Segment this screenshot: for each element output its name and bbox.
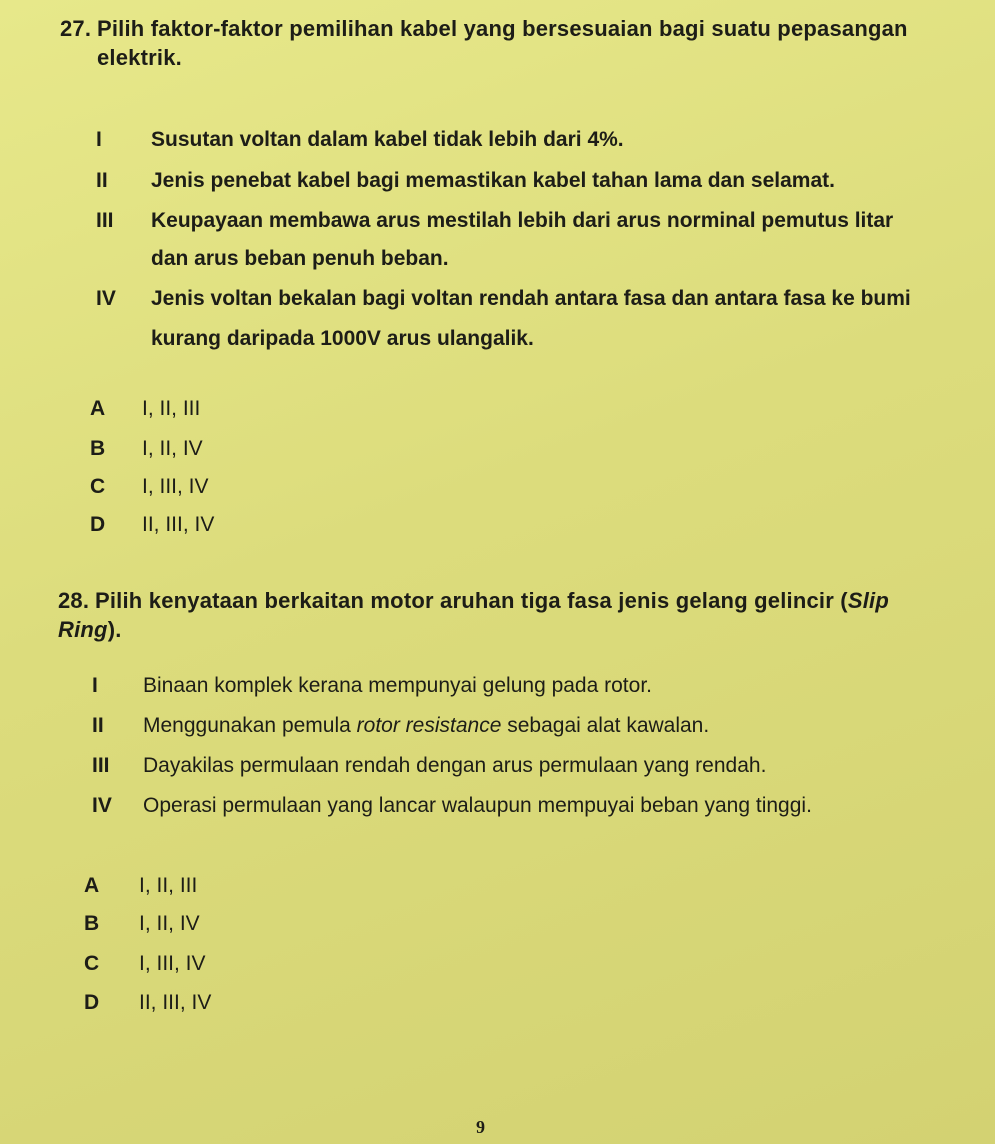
statement-roman: II bbox=[92, 714, 104, 737]
statement-roman: I bbox=[92, 674, 98, 697]
statement-roman: III bbox=[96, 209, 114, 232]
option-value: I, II, III bbox=[139, 874, 198, 897]
question-number: 28. bbox=[58, 588, 90, 613]
statement-text: Keupayaan membawa arus mestilah lebih dari arus norminal pemutus litar bbox=[151, 209, 894, 232]
statement-text: Susutan voltan dalam kabel tidak lebih dari 4%. bbox=[151, 128, 624, 151]
statement-text: Menggunakan pemula rotor resistance sebagai alat kawalan. bbox=[143, 714, 710, 737]
option-letter: B bbox=[84, 912, 100, 935]
option-letter: B bbox=[90, 437, 106, 460]
statement-roman: II bbox=[96, 169, 108, 192]
option-letter: C bbox=[90, 475, 106, 498]
statement-text: Jenis penebat kabel bagi memastikan kabel tahan lama dan selamat. bbox=[151, 169, 835, 192]
statement-text: Dayakilas permulaan rendah dengan arus permulaan yang rendah. bbox=[143, 754, 767, 777]
question-27-title bbox=[60, 14, 940, 72]
question-text-end: ). bbox=[107, 617, 122, 642]
option-letter: A bbox=[90, 397, 106, 420]
option-letter: D bbox=[84, 991, 100, 1014]
statement-roman: IV bbox=[96, 287, 116, 310]
option-letter: C bbox=[84, 952, 100, 975]
statement-roman: IV bbox=[92, 794, 112, 817]
option-letter: D bbox=[90, 513, 106, 536]
statement-text: Operasi permulaan yang lancar walaupun mempuyai beban yang tinggi. bbox=[143, 794, 812, 817]
option-value: II, III, IV bbox=[142, 513, 215, 536]
statement-roman: I bbox=[96, 128, 102, 151]
question-text-line2: elektrik. bbox=[97, 45, 182, 70]
question-text-line1: Pilih faktor-faktor pemilihan kabel yang bersesuaian bagi suatu pepasangan bbox=[97, 16, 908, 41]
question-number: 27. bbox=[60, 16, 92, 41]
statement-text: Binaan komplek kerana mempunyai gelung pada rotor. bbox=[143, 674, 652, 697]
statement-text: Jenis voltan bekalan bagi voltan rendah antara fasa dan antara fasa ke bumi bbox=[151, 287, 911, 310]
statement-text: kurang daripada 1000V arus ulangalik. bbox=[151, 327, 534, 350]
option-letter: A bbox=[84, 874, 100, 897]
option-value: I, II, IV bbox=[139, 912, 200, 935]
option-value: I, III, IV bbox=[139, 952, 206, 975]
question-text-italic: Slip Ring bbox=[58, 588, 889, 642]
option-value: I, II, IV bbox=[142, 437, 203, 460]
statement-text: dan arus beban penuh beban. bbox=[151, 247, 449, 270]
option-value: I, II, III bbox=[142, 397, 201, 420]
option-value: I, III, IV bbox=[142, 475, 209, 498]
statement-roman: III bbox=[92, 754, 110, 777]
question-text: Pilih kenyataan berkaitan motor aruhan tiga fasa jenis gelang gelincir ( bbox=[95, 588, 848, 613]
option-value: II, III, IV bbox=[139, 991, 212, 1014]
question-28-title bbox=[58, 586, 938, 644]
page-number: 9 bbox=[476, 1117, 485, 1137]
